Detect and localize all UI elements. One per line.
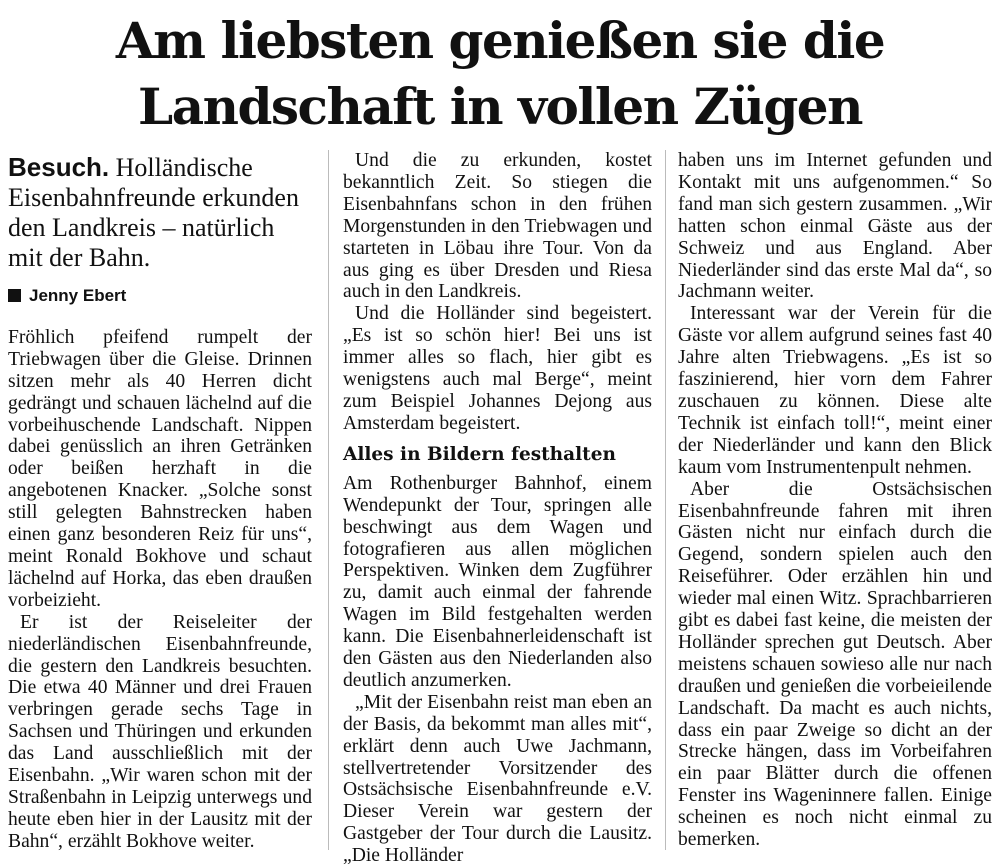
square-icon	[8, 289, 21, 302]
paragraph: „Mit der Eisenbahn reist man eben an der Basis, da bekommt man alles mit“, erklärt denn auch Uwe Jachmann, stellvertretender Vorsitzender des Ostsächsische Eisenbahnfreunde e.V. Dieser Verein war gestern der Gastgeber der Tour durch die Lausitz. „Die Holländer	[343, 691, 652, 867]
paragraph: Und die zu erkunden, kostet bekanntlich Zeit. So stiegen die Eisenbahnfans schon in den frühen Morgenstunden in den Triebwagen und starteten in Löbau ihre Tour. Von da aus ging es über Dresden und Riesa auch in den Landkreis.	[343, 150, 652, 303]
column-divider	[665, 150, 666, 850]
article-column-1	[8, 152, 312, 853]
author-byline	[8, 285, 312, 307]
article-intro	[8, 152, 312, 273]
paragraph: Fröhlich pfeifend rumpelt der Triebwagen über die Gleise. Drinnen sitzen mehr als 40 Herren dicht gedrängt und schauen lächelnd auf die vorbeihuschende Landschaft. Nippen dabei genüsslich an ihren Getränken oder beißen herzhaft in die angebotenen Knacker. „Solche sonst still gelegten Bahnstrecken haben einen ganz besonderen Reiz für uns“, meint Ronald Bokhove und schaut lächelnd auf Horka, das eben draußen vorbeizieht.	[8, 326, 312, 611]
intro-text: Holländische Eisenbahnfreunde erkunden den Landkreis – natürlich mit der Bahn.	[8, 153, 299, 272]
paragraph: Am Rothenburger Bahnhof, einem Wendepunkt der Tour, springen alle beschwingt aus dem Wagen und fotografieren aus allen möglichen Perspektiven. Winken dem Zugführer zu, damit auch einmal der fahrende Wagen im Bild festgehalten werden kann. Die Eisenbahnerleidenschaft ist den Gästen aus den Niederlanden also deutlich anzumerken.	[343, 472, 652, 691]
paragraph: Aber die Ostsächsischen Eisenbahnfreunde fahren mit ihren Gästen nicht nur einfach durch die Gegend, sondern spielen auch den Reiseführer. Oder erzählen hin und wieder mal einen Witz. Sprachbarrieren gibt es dabei fast keine, die meisten der Holländer sprechen gut Deutsch. Aber meistens schauen sowieso alle nur nach draußen und genießen die vorbeieilende Landschaft. Da macht es auch nichts, dass ein paar Zweige so dicht an der Strecke hängen, dass im Vorbeifahren ein paar Blätter durch die offenen Fenster ins Wageninnere fallen. Einige scheinen es noch nicht einmal zu bemerken.	[678, 478, 992, 851]
paragraph: Er ist der Reiseleiter der niederländischen Eisenbahnfreunde, die gestern den Landkreis besuchten. Die etwa 40 Männer und drei Frauen verbringen gerade sechs Tage in Sachsen und Thüringen und erkunden das Land ausschließlich mit der Eisenbahn. „Wir waren schon mit der Straßenbahn in Leipzig unterwegs und heute eben hier in der Lausitz mit der Bahn“, erzählt Bokhove weiter.	[8, 611, 312, 852]
intro-lead: Besuch.	[8, 152, 110, 182]
subheading: Alles in Bildern festhalten	[343, 443, 616, 465]
article-headline: Am liebsten genießen sie die Landschaft in vollen Zügen	[115, 11, 885, 136]
paragraph: Interessant war der Verein für die Gäste vor allem aufgrund seines fast 40 Jahre alten Triebwagens. „Es ist so faszinierend, hier vorn dem Fahrer zuschauen zu können. Diese alte Technik ist einfach toll!“, meint einer der Niederländer und kann den Blick kaum vom Instrumentenpult nehmen.	[678, 303, 992, 478]
column-divider	[328, 150, 329, 850]
paragraph: Und die Holländer sind begeistert. „Es ist so schön hier! Bei uns ist immer alles so flach, hier gibt es wenigstens auch mal Berge“, meint zum Beispiel Johannes Dejong aus Amsterdam begeistert.	[343, 303, 652, 434]
article-column-3	[678, 150, 992, 851]
paragraph: haben uns im Internet gefunden und Kontakt mit uns aufgenommen.“ So fand man sich gestern zusammen. „Wir hatten schon einmal Gäste aus der Schweiz und aus England. Aber Niederländer sind das erste Mal da“, so Jachmann weiter.	[678, 150, 992, 303]
author-name: Jenny Ebert	[29, 286, 127, 305]
article-column-2	[343, 150, 652, 867]
